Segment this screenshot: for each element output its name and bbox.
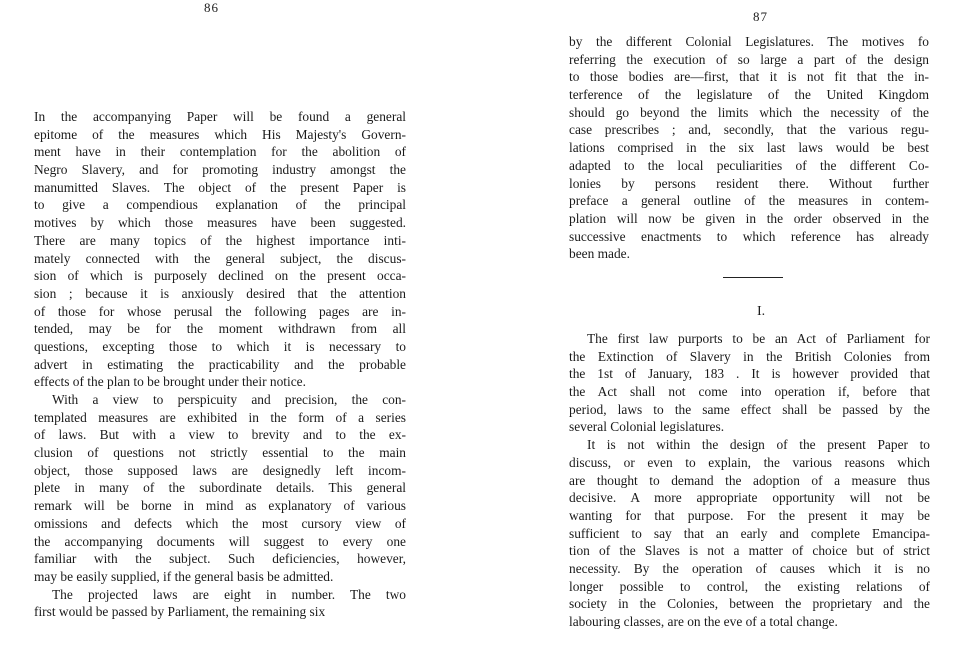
text-line: referring the execution of so large a part of the design: [569, 51, 929, 67]
text-line: With a view to perspicuity and precision, the con-: [52, 392, 406, 407]
text-line: the Act shall not come into operation if, before that: [569, 384, 930, 400]
text-line: templated measures are exhibited in the form of a series: [34, 409, 406, 425]
text-line: mately connected with the general subject, the discus-: [34, 250, 406, 266]
text-line: familiar with the subject. Such deficiencies, however,: [34, 551, 406, 567]
text-line: should go beyond the limits which the necessity of the: [569, 104, 929, 120]
text-line: clusion of questions not strictly essential to the main: [34, 445, 406, 461]
text-line: to those bodies are—first, that it is not fit that the in-: [569, 69, 929, 85]
text-line: The first law purports to be an Act of Parliament for: [587, 331, 930, 346]
section-number: I.: [757, 304, 766, 319]
text-line: sion ; because it is anxiously desired that the attention: [34, 285, 406, 301]
text-line: the accompanying documents will suggest to every one: [34, 533, 406, 549]
text-line: are thought to demand the adoption of a measure thus: [569, 472, 930, 488]
text-line: the 1st of January, 183 . It is however provided that: [569, 366, 930, 382]
text-line: questions, excepting those to which it is necessary to: [34, 338, 406, 354]
text-line: object, those supposed laws are designedly left incom-: [34, 462, 406, 478]
text-line: ment have in their contemplation for the abolition of: [34, 144, 406, 160]
text-line: motives by which those measures have been suggested.: [34, 215, 406, 231]
text-line: effects of the plan to be brought under their notice.: [34, 374, 306, 390]
right-page: [490, 0, 980, 661]
text-line: first would be passed by Parliament, the remaining six: [34, 604, 326, 620]
text-line: sufficient to say that an early and complete Emancipa-: [569, 525, 930, 541]
text-line: advert in estimating the practicability and the probable: [34, 356, 406, 372]
right-page-number: 87: [753, 9, 768, 24]
text-line: manumitted Slaves. The object of the present Paper is: [34, 179, 406, 195]
text-line: labouring classes, are on the eve of a total change.: [569, 614, 838, 629]
text-line: plation will now be given in the order observed in the: [569, 210, 929, 226]
text-line: There are many topics of the highest importance inti-: [34, 232, 406, 248]
left-page-text: [34, 108, 406, 621]
text-line: the Extinction of Slavery in the British Colonies from: [569, 348, 930, 364]
text-line: may be easily supplied, if the general basis be admitted.: [34, 568, 334, 584]
right-page-text-section: [569, 330, 930, 631]
text-line: successive enactments to which reference has already: [569, 228, 929, 244]
text-line: Negro Slavery, and for promoting industry amongst the: [34, 162, 406, 178]
text-line: several Colonial legislatures.: [569, 419, 725, 435]
text-line: wanting for that purpose. For the present it may be: [569, 507, 930, 523]
text-line: to give a compendious explanation of the principal: [34, 197, 406, 213]
text-line: tended, may be for the moment withdrawn from all: [34, 321, 406, 337]
text-line: case prescribes ; and, secondly, that the various regu-: [569, 122, 929, 138]
text-line: decisive. A more appropriate opportunity will not be: [569, 490, 930, 506]
text-line: by the different Colonial Legislatures. The motives fo: [569, 34, 929, 49]
text-line: of those for whose perusal the following pages are in-: [34, 303, 406, 319]
text-line: epitome of the measures which His Majesty's Govern-: [34, 126, 406, 142]
text-line: period, laws to the same effect shall be passed by the: [569, 401, 930, 417]
text-line: society in the Colonies, between the proprietary and the: [569, 596, 930, 612]
text-line: necessity. By the operation of causes which it is no: [569, 560, 930, 576]
text-line: terference of the legislature of the United Kingdom: [569, 87, 929, 103]
text-line: remark will be borne in mind as explanatory of various: [34, 498, 406, 514]
text-line: In the accompanying Paper will be found a general: [34, 109, 406, 124]
text-line: lations comprised in the six last laws would be best: [569, 140, 929, 156]
text-line: sion of which is purposely declined on the present occa-: [34, 268, 406, 284]
text-line: discuss, or even to explain, the various reasons which: [569, 454, 930, 470]
text-line: The projected laws are eight in number. The two: [52, 586, 406, 602]
left-page-number: 86: [204, 0, 219, 15]
right-page-text-top: [569, 33, 929, 263]
text-line: omissions and defects which the most cursory view of: [34, 515, 406, 531]
text-line: plete in many of the subordinate details. This general: [34, 480, 406, 496]
text-line: It is not within the design of the present Paper to: [587, 437, 930, 453]
text-line: of laws. But with a view to brevity and to the ex-: [34, 427, 406, 443]
text-line: lonies by persons resident there. Without further: [569, 175, 929, 191]
text-line: adapted to the local peculiarities of the different Co-: [569, 157, 929, 173]
section-divider: [723, 277, 783, 278]
text-line: preface a general outline of the measures in contem-: [569, 193, 929, 209]
text-line: been made.: [569, 246, 630, 262]
text-line: tion of the Slaves is not a matter of choice but of strict: [569, 543, 930, 559]
text-line: longer possible to control, the existing relations of: [569, 578, 930, 594]
